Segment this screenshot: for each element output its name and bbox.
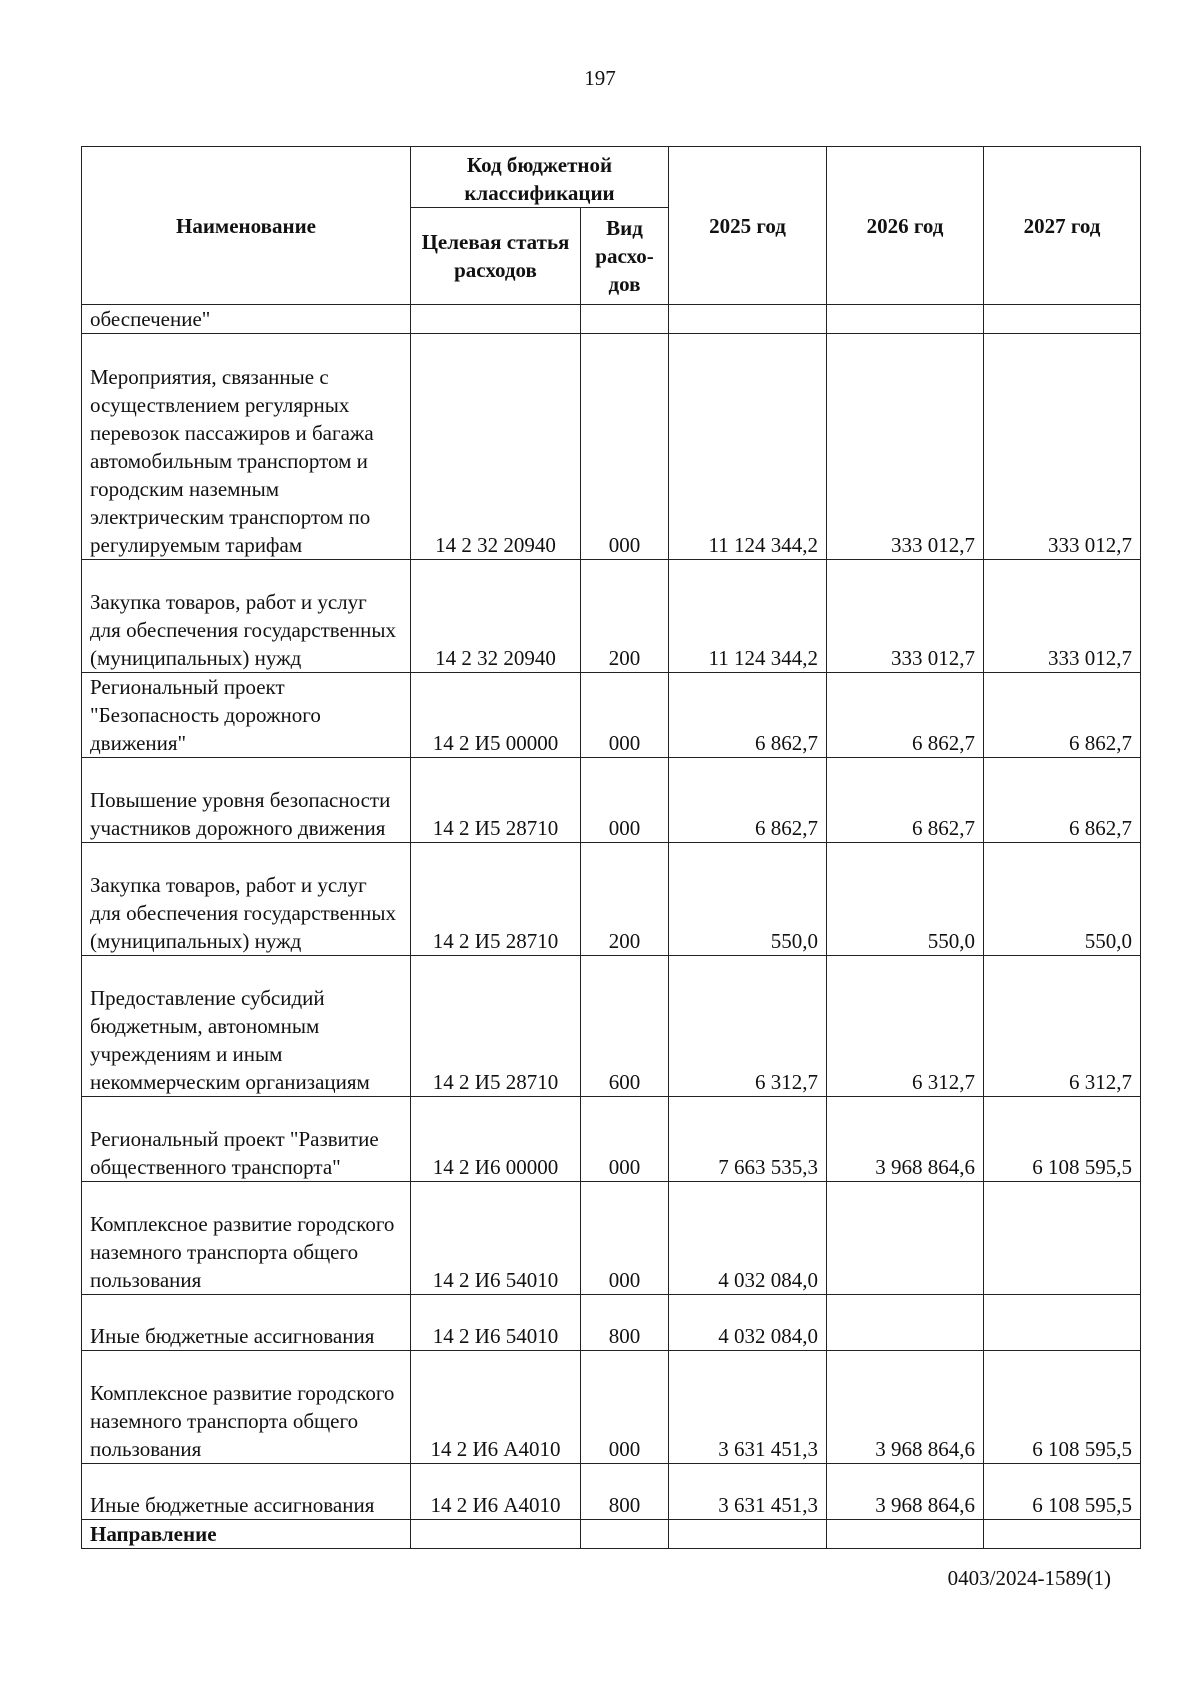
row-amount-2026-cell [827, 1520, 984, 1549]
row-amount-2026-cell [827, 1295, 984, 1351]
row-amount-2025-cell: 6 312,7 [669, 956, 827, 1097]
table-row [82, 1182, 1141, 1295]
row-expense-type-cell: 200 [581, 843, 669, 956]
row-amount-2027-cell: 333 012,7 [984, 560, 1141, 673]
row-amount-2027-cell: 6 108 595,5 [984, 1464, 1141, 1520]
table-row [82, 1351, 1141, 1464]
row-amount-2026-cell: 3 968 864,6 [827, 1464, 984, 1520]
row-expense-type-cell: 000 [581, 334, 669, 560]
row-amount-2026-cell: 6 862,7 [827, 758, 984, 843]
footer-document-code: 0403/2024-1589(1) [947, 1566, 1111, 1590]
row-amount-2025-cell: 550,0 [669, 843, 827, 956]
row-amount-2026-cell: 333 012,7 [827, 560, 984, 673]
row-name-cell: Комплексное развитие городского наземного транспорта общего пользования [82, 1182, 411, 1295]
table-row [82, 1520, 1141, 1549]
row-name-cell: Предоставление субсидий бюджетным, автономным учреждениям и иным некоммерческим организациям [82, 956, 411, 1097]
row-amount-2026-cell: 6 862,7 [827, 673, 984, 758]
row-amount-2025-cell [669, 305, 827, 334]
row-expense-type-cell: 000 [581, 1182, 669, 1295]
row-amount-2027-cell: 6 312,7 [984, 956, 1141, 1097]
row-target-article-cell: 14 2 И6 А4010 [411, 1464, 581, 1520]
table-row [82, 1464, 1141, 1520]
row-target-article-cell: 14 2 32 20940 [411, 334, 581, 560]
row-expense-type-cell: 000 [581, 1351, 669, 1464]
row-amount-2027-cell [984, 305, 1141, 334]
row-amount-2026-cell: 333 012,7 [827, 334, 984, 560]
row-name-cell: обеспечение" [82, 305, 411, 334]
row-amount-2026-cell: 3 968 864,6 [827, 1351, 984, 1464]
table-row [82, 956, 1141, 1097]
row-expense-type-cell: 600 [581, 956, 669, 1097]
header-year-2026: 2026 год [827, 147, 984, 305]
header-year-2027: 2027 год [984, 147, 1141, 305]
row-name-cell: Региональный проект "Безопасность дорожного движения" [82, 673, 411, 758]
row-expense-type-cell: 800 [581, 1464, 669, 1520]
row-target-article-cell: 14 2 И6 54010 [411, 1295, 581, 1351]
row-amount-2027-cell: 550,0 [984, 843, 1141, 956]
row-amount-2025-cell: 3 631 451,3 [669, 1351, 827, 1464]
row-amount-2025-cell: 6 862,7 [669, 673, 827, 758]
header-budget-code-group: Код бюджетной классификации [411, 147, 669, 208]
row-amount-2027-cell: 6 108 595,5 [984, 1097, 1141, 1182]
row-name-cell: Иные бюджетные ассигнования [82, 1464, 411, 1520]
row-name-cell: Закупка товаров, работ и услуг для обеспечения государственных (муниципальных) нужд [82, 560, 411, 673]
table-row [82, 843, 1141, 956]
page-number: 197 [584, 66, 616, 90]
row-name-cell: Повышение уровня безопасности участников дорожного движения [82, 758, 411, 843]
row-expense-type-cell: 000 [581, 1097, 669, 1182]
header-name: Наименование [82, 147, 411, 305]
row-expense-type-cell: 000 [581, 673, 669, 758]
header-year-2025: 2025 год [669, 147, 827, 305]
table-row [82, 1097, 1141, 1182]
table-row [82, 560, 1141, 673]
row-expense-type-cell: 000 [581, 758, 669, 843]
row-expense-type-cell: 800 [581, 1295, 669, 1351]
table-row [82, 305, 1141, 334]
row-amount-2026-cell [827, 305, 984, 334]
row-name-cell: Закупка товаров, работ и услуг для обеспечения государственных (муниципальных) нужд [82, 843, 411, 956]
row-amount-2027-cell: 6 108 595,5 [984, 1351, 1141, 1464]
row-target-article-cell: 14 2 И6 00000 [411, 1097, 581, 1182]
header-target-article: Целевая статья расходов [411, 208, 581, 305]
table-row [82, 758, 1141, 843]
row-amount-2025-cell: 4 032 084,0 [669, 1295, 827, 1351]
row-target-article-cell: 14 2 И5 28710 [411, 758, 581, 843]
row-target-article-cell: 14 2 И6 А4010 [411, 1351, 581, 1464]
row-amount-2026-cell: 6 312,7 [827, 956, 984, 1097]
row-expense-type-cell: 200 [581, 560, 669, 673]
row-name-cell: Иные бюджетные ассигнования [82, 1295, 411, 1351]
table-row [82, 1295, 1141, 1351]
row-name-cell: Мероприятия, связанные с осуществлением регулярных перевозок пассажиров и багажа автомобильным транспортом и городским наземным электрическим транспортом по регулируемым тарифам [82, 334, 411, 560]
row-amount-2025-cell: 11 124 344,2 [669, 560, 827, 673]
row-target-article-cell: 14 2 И5 00000 [411, 673, 581, 758]
budget-table [81, 146, 1141, 1549]
table-body [82, 305, 1141, 1549]
row-amount-2027-cell: 6 862,7 [984, 758, 1141, 843]
table-row [82, 673, 1141, 758]
row-target-article-cell [411, 305, 581, 334]
row-amount-2025-cell: 4 032 084,0 [669, 1182, 827, 1295]
table-row [82, 334, 1141, 560]
row-amount-2027-cell: 6 862,7 [984, 673, 1141, 758]
row-amount-2027-cell [984, 1295, 1141, 1351]
row-amount-2027-cell: 333 012,7 [984, 334, 1141, 560]
row-amount-2026-cell: 3 968 864,6 [827, 1097, 984, 1182]
row-target-article-cell: 14 2 И5 28710 [411, 843, 581, 956]
header-expense-type: Вид расхо-дов [581, 208, 669, 305]
row-amount-2025-cell: 7 663 535,3 [669, 1097, 827, 1182]
row-amount-2027-cell [984, 1182, 1141, 1295]
row-amount-2026-cell [827, 1182, 984, 1295]
row-amount-2025-cell: 11 124 344,2 [669, 334, 827, 560]
row-name-cell: Комплексное развитие городского наземного транспорта общего пользования [82, 1351, 411, 1464]
row-target-article-cell: 14 2 И6 54010 [411, 1182, 581, 1295]
row-amount-2025-cell: 3 631 451,3 [669, 1464, 827, 1520]
row-expense-type-cell [581, 305, 669, 334]
row-amount-2027-cell [984, 1520, 1141, 1549]
row-name-cell: Региональный проект "Развитие общественного транспорта" [82, 1097, 411, 1182]
row-amount-2026-cell: 550,0 [827, 843, 984, 956]
row-target-article-cell [411, 1520, 581, 1549]
row-target-article-cell: 14 2 И5 28710 [411, 956, 581, 1097]
row-amount-2025-cell [669, 1520, 827, 1549]
row-amount-2025-cell: 6 862,7 [669, 758, 827, 843]
row-name-cell: Направление [82, 1520, 411, 1549]
row-target-article-cell: 14 2 32 20940 [411, 560, 581, 673]
row-expense-type-cell [581, 1520, 669, 1549]
